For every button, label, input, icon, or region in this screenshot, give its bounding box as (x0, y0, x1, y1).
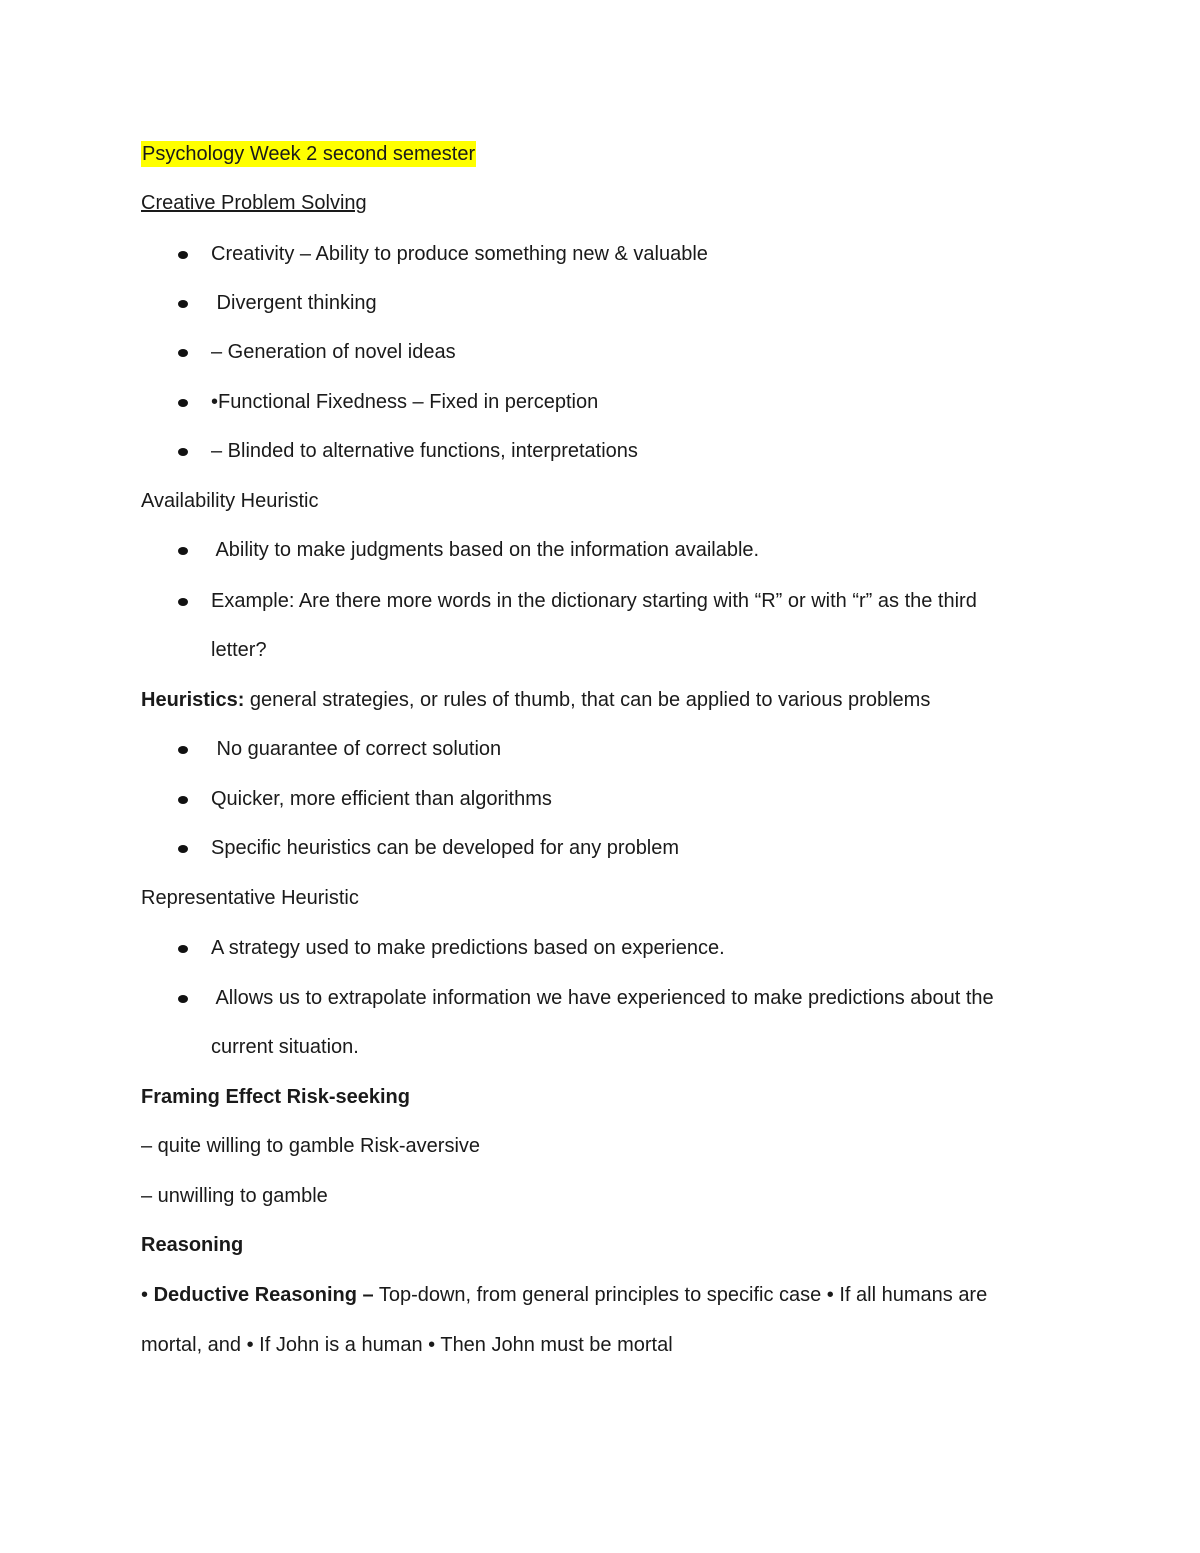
bullet-icon (178, 598, 188, 606)
list-item: – Generation of novel ideas (211, 341, 456, 363)
bullet-icon (178, 349, 188, 357)
bullet-icon (178, 945, 188, 953)
bullet-icon (178, 845, 188, 853)
section-heading-representative: Representative Heuristic (141, 887, 359, 909)
document-title-text: Psychology Week 2 second semester (142, 143, 476, 165)
framing-line: – unwilling to gamble (141, 1185, 328, 1207)
bullet-icon (178, 300, 188, 308)
heuristics-definition-text: general strategies, or rules of thumb, that can be applied to various problems (244, 689, 931, 711)
list-item-continuation: current situation. (211, 1036, 359, 1058)
bullet-glyph: • (141, 1284, 154, 1306)
list-item: – Blinded to alternative functions, interpretations (211, 440, 638, 462)
deductive-reasoning-line (141, 1282, 987, 1308)
heuristics-term: Heuristics: (141, 689, 245, 711)
section-heading-reasoning: Reasoning (141, 1234, 244, 1256)
heuristics-definition (141, 687, 930, 713)
bullet-icon (178, 399, 188, 407)
list-item: A strategy used to make predictions based on experience. (211, 937, 725, 959)
bullet-icon (178, 251, 188, 259)
document-title (141, 141, 476, 167)
list-item: Creativity – Ability to produce something new & valuable (211, 243, 708, 265)
list-item: Example: Are there more words in the dictionary starting with “R” or with “r” as the third (211, 590, 977, 612)
bullet-icon (178, 746, 188, 754)
deductive-reasoning-term: Deductive Reasoning – (153, 1284, 374, 1306)
section-heading-availability: Availability Heuristic (141, 490, 319, 512)
list-item: Divergent thinking (211, 292, 377, 314)
list-item: No guarantee of correct solution (211, 738, 502, 760)
list-item: Allows us to extrapolate information we have experienced to make predictions about the (211, 987, 994, 1009)
section-heading-creative: Creative Problem Solving (141, 192, 367, 214)
bullet-icon (178, 448, 188, 456)
bullet-icon (178, 547, 188, 555)
section-heading-framing: Framing Effect Risk-seeking (141, 1086, 410, 1108)
bullet-icon (178, 995, 188, 1003)
framing-line: – quite willing to gamble Risk-aversive (141, 1135, 481, 1157)
list-item: Quicker, more efficient than algorithms (211, 788, 552, 810)
bullet-icon (178, 796, 188, 804)
list-item: Ability to make judgments based on the information available. (211, 539, 760, 561)
list-item: •Functional Fixedness – Fixed in perception (211, 391, 599, 413)
list-item-continuation: letter? (211, 639, 267, 661)
deductive-reasoning-text: Top-down, from general principles to specific case • If all humans are (373, 1284, 988, 1306)
deductive-reasoning-continuation: mortal, and • If John is a human • Then John must be mortal (141, 1334, 673, 1356)
list-item: Specific heuristics can be developed for any problem (211, 837, 680, 859)
